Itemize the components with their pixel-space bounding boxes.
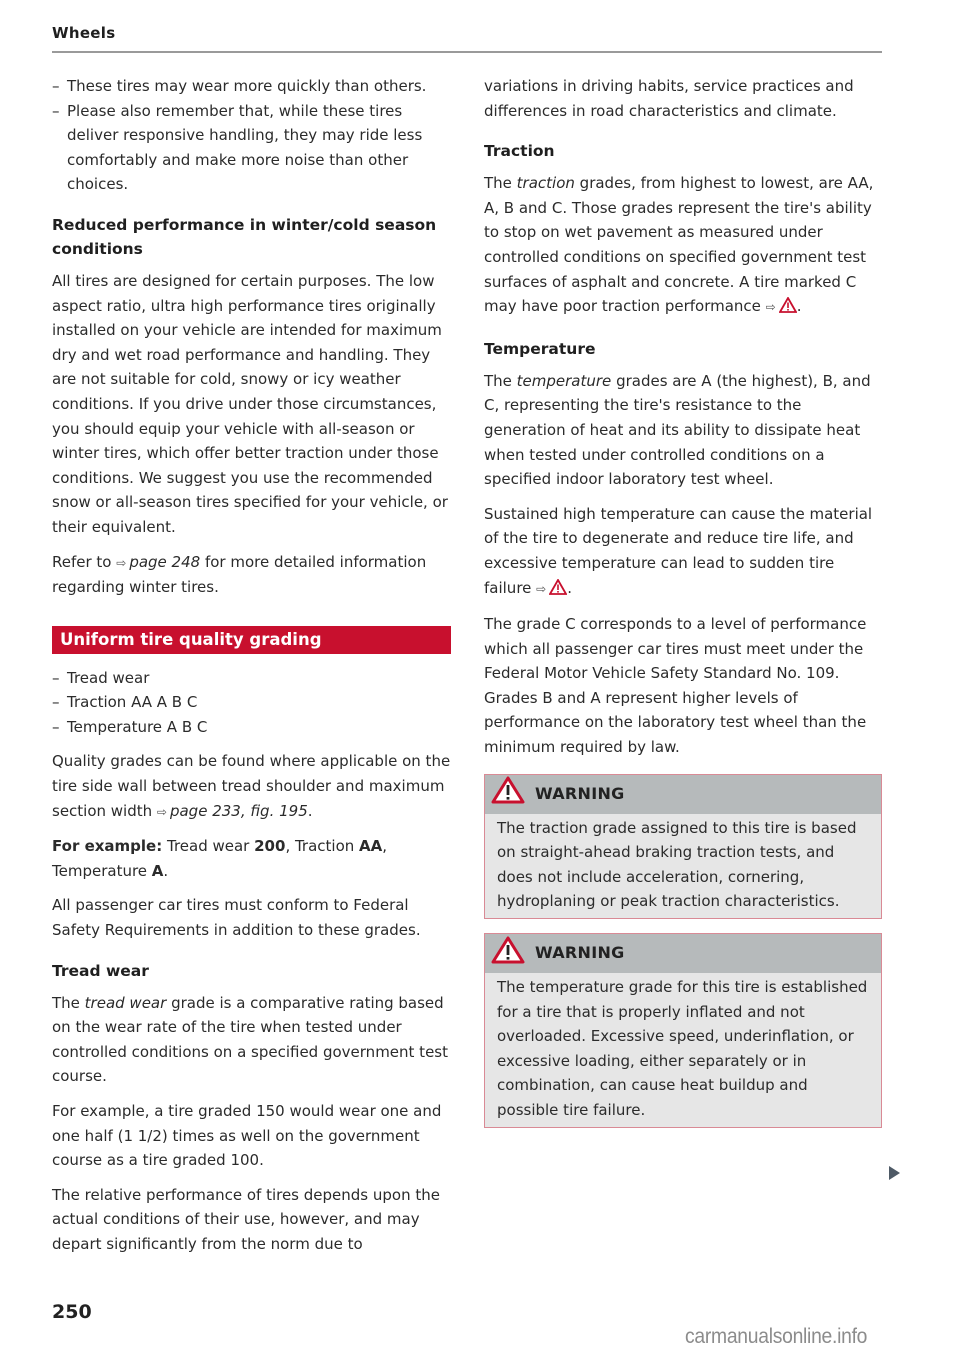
page-header <box>52 24 882 53</box>
warning-label: WARNING <box>535 943 625 963</box>
traction-paragraph: The traction grades, from highest to lowest, are AA, A, B and C. Those grades represent the tire's ability to stop on wet pavement as measured under controlled conditions on specified government test surfaces of asphalt and concrete. A tire marked C may have poor traction performance ⇨ . <box>484 171 882 321</box>
heading-tread-wear: Tread wear <box>52 961 149 980</box>
relative-performance-paragraph: The relative performance of tires depends upon the actual conditions of their use, however, and may depart significantly from the norm due to <box>52 1185 440 1253</box>
tread-wear-paragraph: The tread wear grade is a comparative rating based on the wear rate of the tire when tested under controlled conditions on a specified government test course. <box>52 993 448 1086</box>
warning-box-traction <box>484 774 882 919</box>
intro-list <box>52 74 452 197</box>
continue-next-page-icon <box>889 1166 900 1180</box>
warning-reference-icon[interactable] <box>779 296 797 321</box>
page-link[interactable]: page 248 <box>129 552 201 571</box>
left-column <box>52 74 452 1267</box>
warning-text: The traction grade assigned to this tire is based on straight-ahead braking traction tests, and does not include acceleration, cornering, hydroplaning or peak traction characteristics. <box>497 818 857 911</box>
heading-traction: Traction <box>484 142 555 161</box>
heading-reduced-performance: Reduced performance in winter/cold season conditions <box>52 215 437 258</box>
warning-icon <box>491 776 525 812</box>
arrow-right-icon: ⇨ <box>116 555 127 570</box>
warning-label: WARNING <box>535 783 625 803</box>
heading-temperature: Temperature <box>484 339 596 358</box>
section-title: Wheels <box>52 24 116 42</box>
federal-requirements-paragraph: All passenger car tires must conform to Federal Safety Requirements in addition to these grades. <box>52 896 421 940</box>
list-item: – Traction AA A B C <box>52 690 452 715</box>
list-item: – Tread wear <box>52 666 452 691</box>
warning-header <box>485 775 881 814</box>
arrow-right-icon: ⇨ <box>536 581 547 596</box>
warning-box-temperature <box>484 933 882 1128</box>
page-number: 250 <box>52 1301 92 1323</box>
right-column <box>484 74 882 1128</box>
watermark: carmanualsonline.info <box>685 1325 868 1348</box>
example-label: For example: <box>52 837 163 856</box>
example-paragraph: For example: Tread wear 200, Traction AA, Temperature A. <box>52 837 388 880</box>
warning-header <box>485 934 881 973</box>
warning-reference-icon[interactable] <box>549 578 567 603</box>
temperature-paragraph: The temperature grades are A (the highest), B, and C, representing the tire's resistance to the generation of heat and its ability to dissipate heat when tested under controlled conditions on a specified indoor laboratory test wheel. <box>484 371 871 489</box>
page-link[interactable]: page 233, fig. 195 <box>169 801 308 820</box>
arrow-right-icon: ⇨ <box>765 300 776 315</box>
tread-wear-example-paragraph: For example, a tire graded 150 would wear one and one half (1 1/2) times as well on the government course as a tire graded 100. <box>52 1102 442 1170</box>
warning-text: The temperature grade for this tire is established for a tire that is properly inflated and not overloaded. Excessive speed, underinflation, or excessive loading, either separately or in combination, can cause heat buildup and possible tire failure. <box>497 978 868 1119</box>
list-item: – Please also remember that, while these tires deliver responsive handling, they may ride less comfortably and make more noise than other choices. <box>52 99 452 197</box>
continuation-paragraph: variations in driving habits, service practices and differences in road characteristics and climate. <box>484 77 854 120</box>
grade-location-paragraph: Quality grades can be found where applicable on the tire side wall between tread shoulder and maximum section width ⇨ page 233, fig. 195. <box>52 752 451 820</box>
winter-tires-reference: Refer to ⇨ page 248 for more detailed information regarding winter tires. <box>52 552 427 597</box>
warning-icon <box>491 936 525 972</box>
list-item: – Temperature A B C <box>52 715 452 740</box>
list-item: – These tires may wear more quickly than others. <box>52 74 452 99</box>
grade-c-paragraph: The grade C corresponds to a level of performance which all passenger car tires must meet under the Federal Motor Vehicle Safety Standard No. 109. Grades B and A represent higher levels of performance on the laboratory test wheel than the minimum required by law. <box>484 615 867 757</box>
grading-list <box>52 666 452 740</box>
section-banner-uniform-grading: Uniform tire quality grading <box>52 626 451 654</box>
arrow-right-icon: ⇨ <box>156 804 167 819</box>
header-divider <box>52 51 882 53</box>
sustained-temperature-paragraph: Sustained high temperature can cause the material of the tire to degenerate and reduce tire life, and excessive temperature can lead to sudden tire failure ⇨ . <box>484 502 882 602</box>
reduced-performance-paragraph: All tires are designed for certain purposes. The low aspect ratio, ultra high performance tires originally installed on your vehicle are intended for maximum dry and wet road performance and handling. They are not suitable for cold, snowy or icy weather conditions. If you drive under those circumstances, you should equip your vehicle with all-season or winter tires, which offer better traction under those conditions. We suggest you use the recommended snow or all-season tires specified for your vehicle, or their equivalent. <box>52 271 448 536</box>
